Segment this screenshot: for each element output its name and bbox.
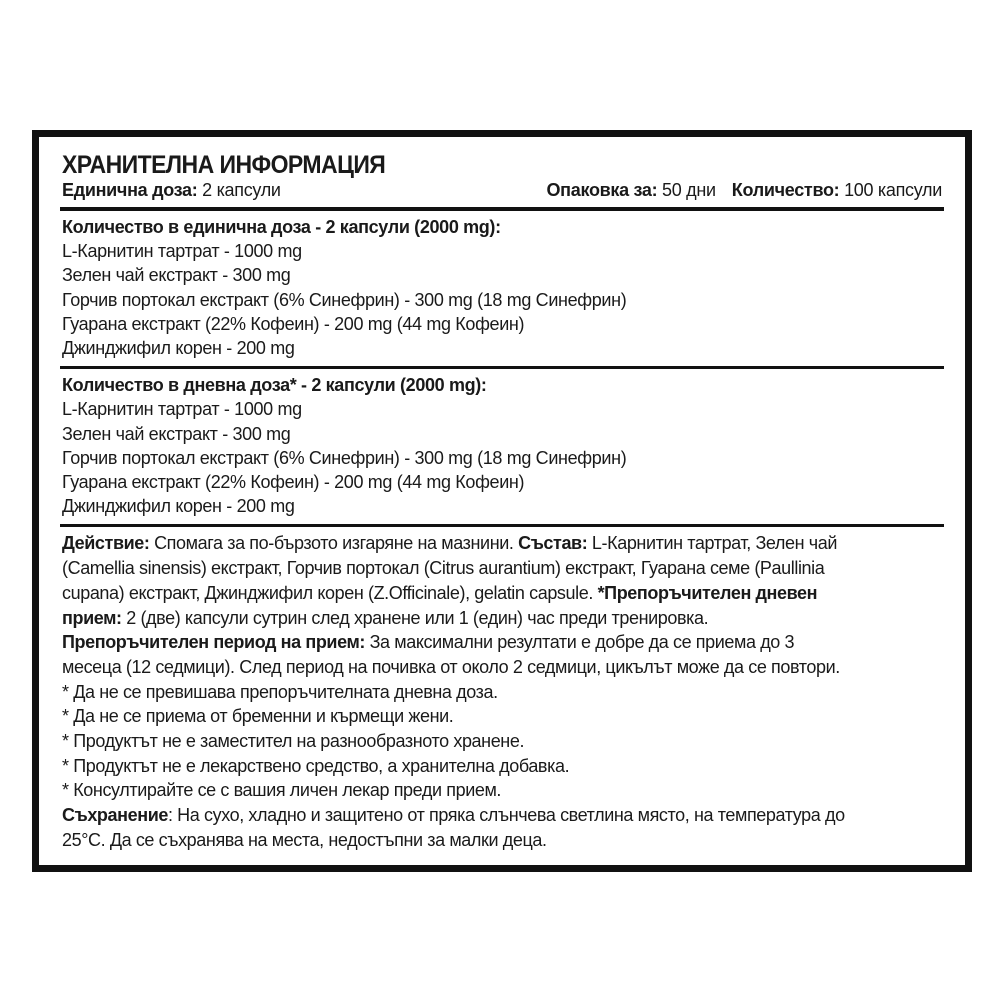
ingredient-item: Горчив портокал екстракт (6% Синефрин) - 300 mg (18 mg Синефрин) bbox=[62, 447, 627, 468]
dose-label: Единична доза: bbox=[62, 180, 198, 200]
warning-item: * Да не се превишава препоръчителната дневна доза. bbox=[62, 681, 498, 702]
details-line: месеца (12 седмици). След период на почивка от около 2 седмици, цикълът може да се повтори. bbox=[62, 656, 840, 677]
recommended-intake-label: прием: bbox=[62, 607, 122, 628]
meta-row bbox=[62, 179, 942, 201]
dose-info bbox=[62, 179, 281, 201]
pack-value: 50 дни bbox=[657, 180, 716, 200]
warning-item: * Консултирайте се с вашия личен лекар преди прием. bbox=[62, 780, 502, 801]
nutrition-info-panel bbox=[32, 130, 972, 872]
details-line bbox=[62, 606, 942, 631]
details-section bbox=[62, 531, 942, 852]
dose-value: 2 капсули bbox=[197, 180, 281, 200]
ingredient-item: Гуарана екстракт (22% Кофеин) - 200 mg (44 mg Кофеин) bbox=[62, 313, 525, 334]
storage-text: : На сухо, хладно и защитено от пряка слънчева светлина място, на температура до bbox=[167, 805, 845, 826]
ingredient-item: Джинджифил корен - 200 mg bbox=[62, 338, 295, 359]
details-line bbox=[62, 581, 942, 606]
qty-value: 100 капсули bbox=[839, 180, 942, 200]
composition-text: L-Карнитин тартрат, Зелен чай bbox=[587, 533, 838, 554]
ingredient-item: L-Карнитин тартрат - 1000 mg bbox=[62, 399, 302, 420]
details-line bbox=[62, 531, 942, 556]
ingredient-item: Зелен чай екстракт - 300 mg bbox=[62, 423, 291, 444]
unit-dose-section bbox=[62, 215, 942, 360]
divider bbox=[60, 366, 944, 369]
storage-label: Съхранение bbox=[62, 805, 168, 826]
details-line: 25°C. Да се съхранява на места, недостъпни за малки деца. bbox=[62, 829, 547, 850]
ingredient-item: L-Карнитин тартрат - 1000 mg bbox=[62, 241, 302, 262]
warning-item: * Продуктът не е заместител на разнообразното хранене. bbox=[62, 731, 525, 752]
page-title: ХРАНИТЕЛНА ИНФОРМАЦИЯ bbox=[62, 151, 386, 179]
composition-label: Състав: bbox=[518, 533, 588, 554]
divider bbox=[60, 207, 944, 211]
action-text: Спомага за по-бързото изгаряне на мазнини. bbox=[149, 533, 519, 554]
details-line: (Camellia sinensis) екстракт, Горчив портокал (Citrus aurantium) екстракт, Гуарана семе (Paullinia bbox=[62, 558, 825, 579]
quantity-info bbox=[732, 179, 942, 201]
ingredient-item: Зелен чай екстракт - 300 mg bbox=[62, 265, 291, 286]
ingredient-item: Джинджифил корен - 200 mg bbox=[62, 496, 295, 517]
recommended-intake-label: *Препоръчителен дневен bbox=[597, 582, 818, 603]
ingredient-item: Горчив портокал екстракт (6% Синефрин) - 300 mg (18 mg Синефрин) bbox=[62, 289, 627, 310]
warning-item: * Продуктът не е лекарствено средство, а хранителна добавка. bbox=[62, 755, 570, 776]
qty-label: Количество: bbox=[731, 180, 840, 200]
pack-label: Опаковка за: bbox=[546, 180, 658, 200]
section-header: Количество в дневна доза* - 2 капсули (2000 mg): bbox=[62, 375, 487, 396]
divider bbox=[60, 524, 944, 527]
pack-info bbox=[546, 179, 715, 201]
recommended-intake-text: 2 (две) капсули сутрин след хранене или 1 (един) час преди тренировка. bbox=[121, 607, 709, 628]
action-label: Действие: bbox=[62, 533, 150, 554]
section-header: Количество в единична доза - 2 капсули (2000 mg): bbox=[62, 217, 501, 237]
details-line bbox=[62, 803, 942, 828]
details-line bbox=[62, 630, 942, 655]
daily-dose-section bbox=[62, 373, 942, 518]
warning-item: * Да не се приема от бременни и кърмещи жени. bbox=[62, 706, 454, 727]
intake-period-label: Препоръчителен период на прием: bbox=[62, 632, 365, 653]
intake-period-text: За максимални резултати е добре да се приема до 3 bbox=[364, 632, 795, 653]
composition-text: cupana) екстракт, Джинджифил корен (Z.Officinale), gelatin capsule. bbox=[62, 582, 598, 603]
ingredient-item: Гуарана екстракт (22% Кофеин) - 200 mg (44 mg Кофеин) bbox=[62, 472, 525, 493]
